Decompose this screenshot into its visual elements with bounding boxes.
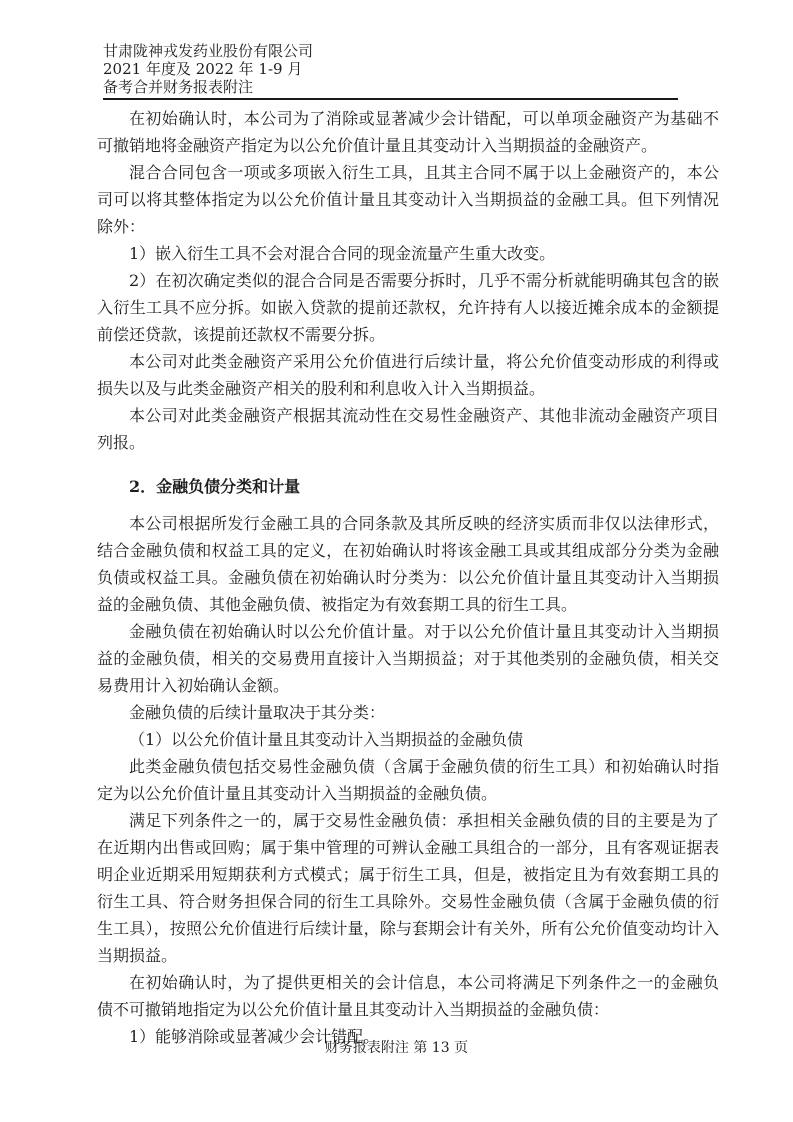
paragraph-irrevocable-designation: 在初始确认时，为了提供更相关的会计信息，本公司将满足下列条件之一的金融负债不可撤销地指定为以公允价值计量且其变动计入当期损益的金融负债： — [97, 973, 719, 1019]
paragraph-subsequent-depends: 金融负债的后续计量取决于其分类： — [129, 703, 386, 722]
header-report-title: 备考合并财务报表附注 — [103, 78, 254, 96]
section-heading-financial-liabilities: 2．金融负债分类和计量 — [129, 477, 301, 496]
paragraph-initial-measurement: 金融负债在初始确认时以公允价值计量。对于以公允价值计量且其变动计入当期损益的金融负债，相关的交易费用直接计入当期损益；对于其他类别的金融负债，相关交易费用计入初始确认金额。 — [97, 622, 719, 695]
paragraph-subsequent-measurement: 本公司对此类金融资产采用公允价值进行后续计量，将公允价值变动形成的利得或损失以及与此类金融资产相关的股利和利息收入计入当期损益。 — [97, 352, 719, 398]
paragraph-condition-1: 1）能够消除或显著减少会计错配。 — [129, 1027, 380, 1046]
page-header — [103, 42, 678, 100]
paragraph-presentation: 本公司对此类金融资产根据其流动性在交易性金融资产、其他非流动金融资产项目列报。 — [97, 406, 719, 452]
page-footer — [0, 1038, 793, 1058]
paragraph-exception-1: 1）嵌入衍生工具不会对混合合同的现金流量产生重大改变。 — [129, 244, 556, 263]
paragraph-trading-liability-conditions: 满足下列条件之一的，属于交易性金融负债：承担相关金融负债的目的主要是为了在近期内出售或回购；属于集中管理的可辨认金融工具组合的一部分，且有客观证据表明企业近期采用短期获利方式模式；属于衍生工具，但是，被指定且为有效套期工具的衍生工具、符合财务担保合同的衍生工具除外。交易性金融负债（含属于金融负债的衍生工具），按照公允价值进行后续计量，除与套期会计有关外，所有公允价值变动均计入当期损益。 — [97, 811, 719, 965]
paragraph-fvtpl-scope: 此类金融负债包括交易性金融负债（含属于金融负债的衍生工具）和初始确认时指定为以公允价值计量且其变动计入当期损益的金融负债。 — [97, 757, 719, 803]
paragraph-initial-recognition: 在初始确认时，本公司为了消除或显著减少会计错配，可以单项金融资产为基础不可撤销地将金融资产指定为以公允价值计量且其变动计入当期损益的金融资产。 — [97, 109, 719, 155]
paragraph-hybrid-contract: 混合合同包含一项或多项嵌入衍生工具，且其主合同不属于以上金融资产的，本公司可以将其整体指定为以公允价值计量且其变动计入当期损益的金融工具。但下列情况除外： — [97, 163, 719, 236]
paragraph-exception-2: 2）在初次确定类似的混合合同是否需要分拆时，几乎不需分析就能明确其包含的嵌入衍生工具不应分拆。如嵌入贷款的提前还款权，允许持有人以接近摊余成本的金额提前偿还贷款，该提前还款权不需要分拆。 — [97, 271, 719, 344]
header-report-period: 2021 年度及 2022 年 1-9 月 — [103, 60, 303, 78]
footer-page-label: 财务报表附注 第 13 页 — [324, 1040, 469, 1056]
paragraph-fvtpl-subheading: （1）以公允价值计量且其变动计入当期损益的金融负债 — [129, 730, 524, 749]
document-body — [97, 105, 719, 1050]
paragraph-classification-basis: 本公司根据所发行金融工具的合同条款及其所反映的经济实质而非仅以法律形式，结合金融负债和权益工具的定义，在初始确认时将该金融工具或其组成部分分类为金融负债或权益工具。金融负债在初始确认时分类为：以公允价值计量且其变动计入当期损益的金融负债、其他金融负债、被指定为有效套期工具的衍生工具。 — [97, 514, 719, 614]
header-company-name: 甘肃陇神戎发药业股份有限公司 — [103, 42, 314, 60]
